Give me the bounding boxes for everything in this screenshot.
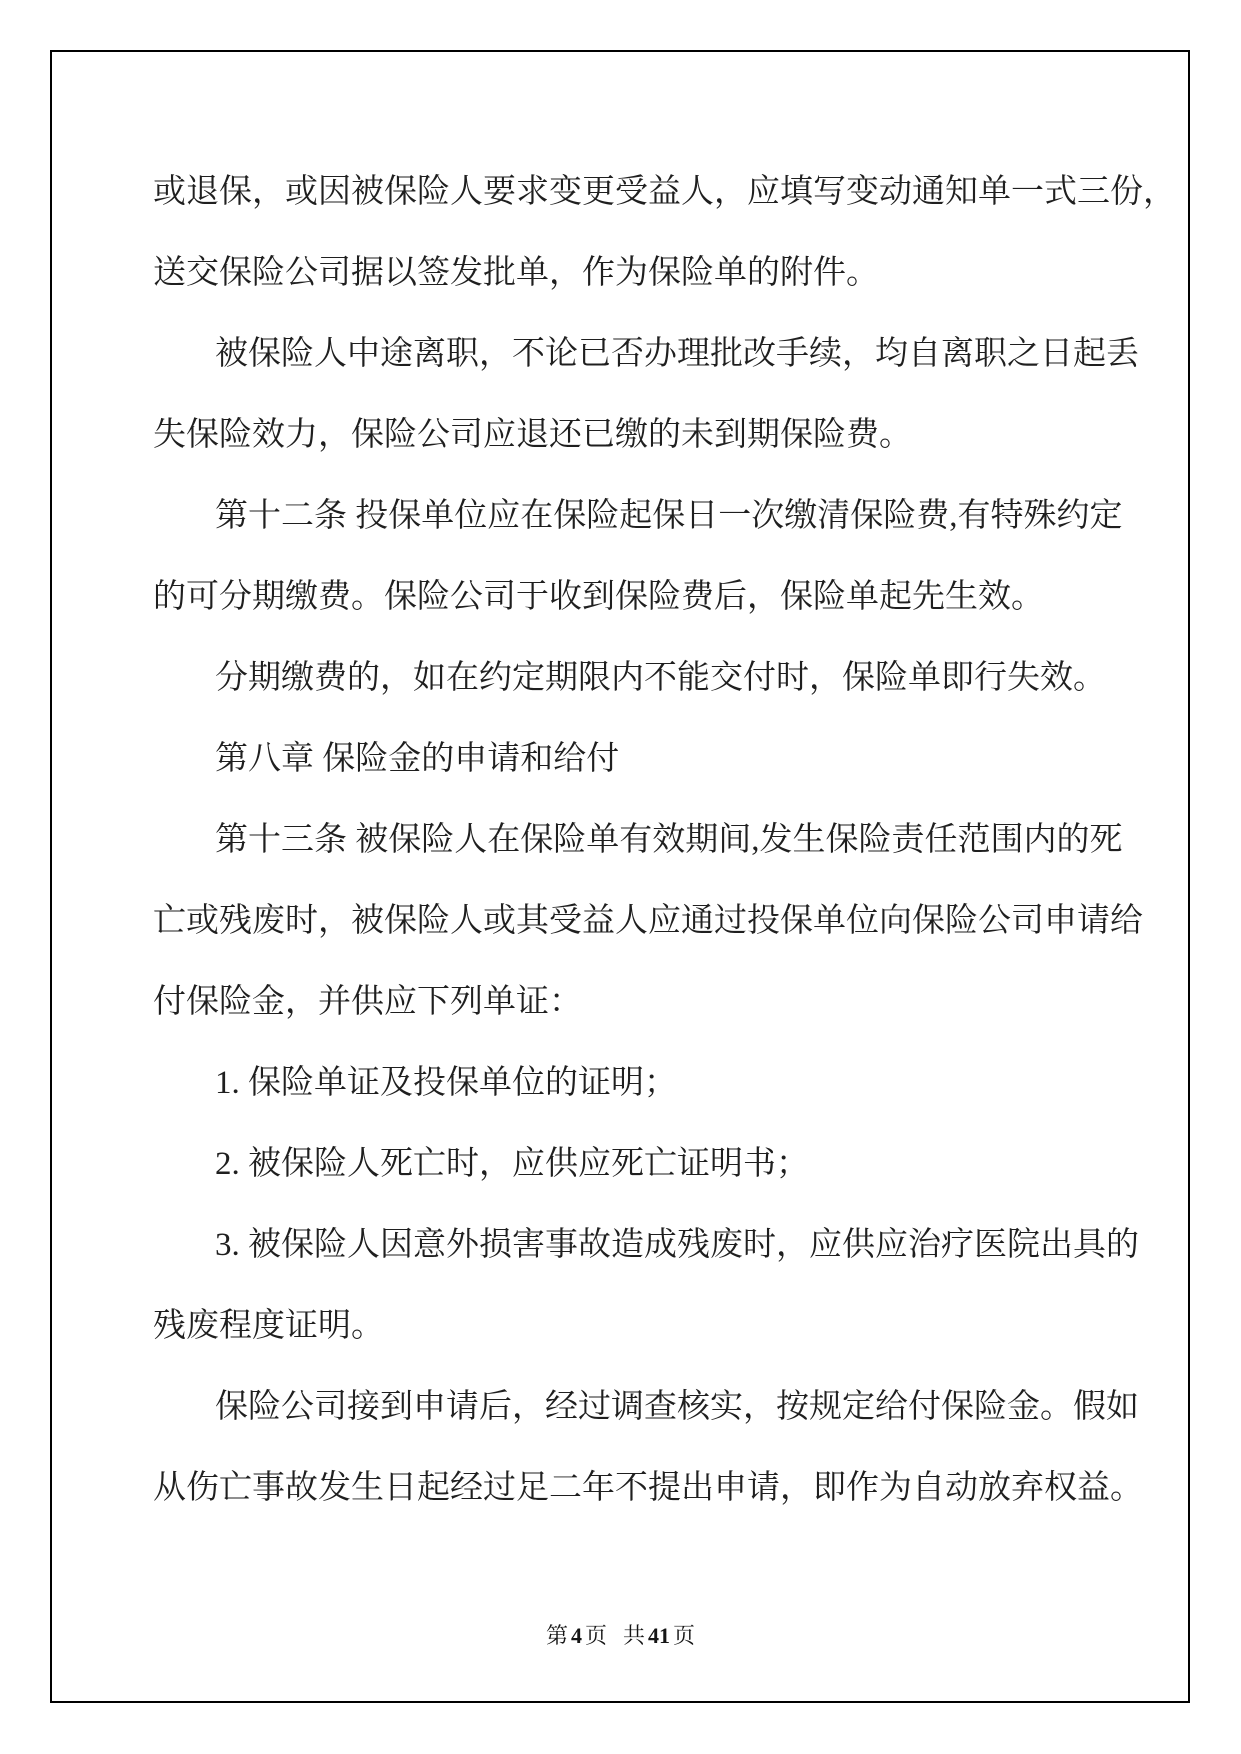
document-body [153,152,1176,1529]
body-line-7: 分期缴费的，如在约定期限内不能交付时，保险单即行失效。 [215,660,1106,696]
body-line-17: 从伤亡事故发生日起经过足二年不提出申请，即作为自动放弃权益。 [153,1470,1143,1506]
footer-current-page: 4 [570,1623,582,1648]
body-line-8: 第八章 保险金的申请和给付 [215,741,620,777]
body-line-16: 保险公司接到申请后，经过调查核实，按规定给付保险金。假如 [215,1389,1139,1425]
body-line-4: 失保险效力，保险公司应退还已缴的未到期保险费。 [153,417,912,453]
body-line-14: 3. 被保险人因意外损害事故造成残废时，应供应治疗医院出具的 [215,1227,1139,1263]
body-line-10: 亡或残废时，被保险人或其受益人应通过投保单位向保险公司申请给 [153,903,1143,939]
footer-label-ye-2: 页 [673,1623,696,1648]
footer-label-ye-1: 页 [584,1623,607,1648]
body-line-1: 或退保，或因被保险人要求变更受益人，应填写变动通知单一式三份， [153,174,1176,210]
footer-label-gong: 共 [623,1623,646,1648]
page-footer [0,1621,1241,1651]
body-line-2: 送交保险公司据以签发批单，作为保险单的附件。 [153,255,879,291]
body-line-11: 付保险金，并供应下列单证： [153,984,582,1020]
body-line-9: 第十三条 被保险人在保险单有效期间,发生保险责任范围内的死 [215,822,1123,858]
footer-total-pages: 41 [648,1623,671,1648]
footer-label-di: 第 [545,1623,568,1648]
body-line-3: 被保险人中途离职，不论已否办理批改手续，均自离职之日起丢 [215,336,1139,372]
body-line-15: 残废程度证明。 [153,1308,384,1344]
body-line-5: 第十二条 投保单位应在保险起保日一次缴清保险费,有特殊约定 [215,498,1123,534]
body-line-12: 1. 保险单证及投保单位的证明； [215,1065,677,1101]
body-line-13: 2. 被保险人死亡时，应供应死亡证明书； [215,1146,809,1182]
body-line-6: 的可分期缴费。保险公司于收到保险费后，保险单起先生效。 [153,579,1044,615]
